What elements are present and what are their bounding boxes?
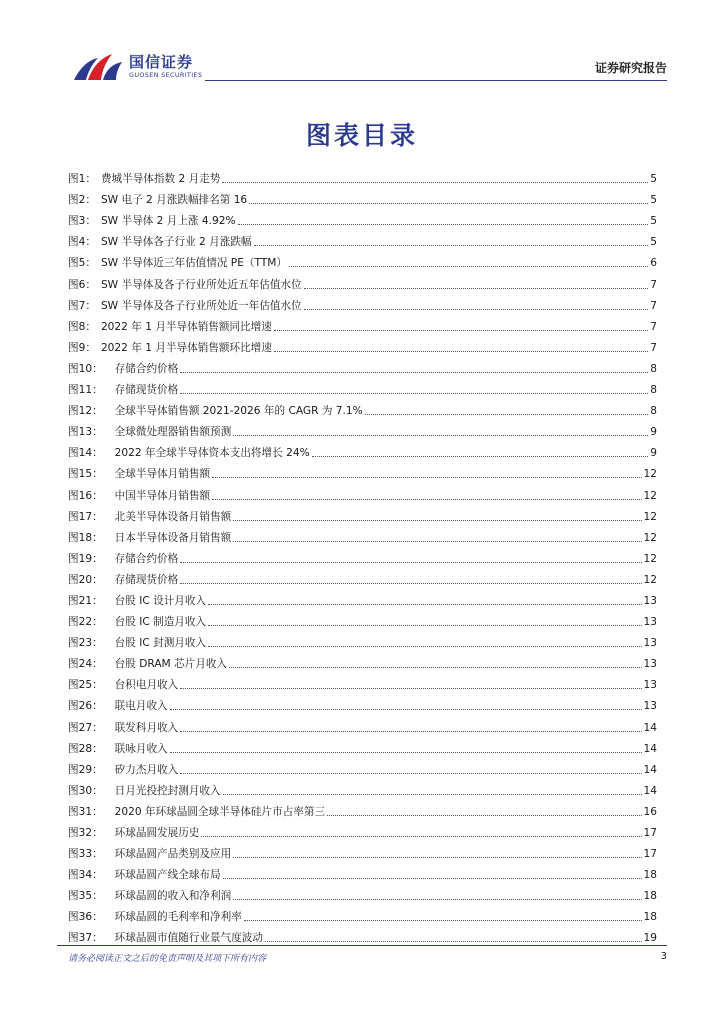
header-divider	[205, 80, 667, 81]
toc-entry-label	[68, 742, 168, 756]
toc-entry[interactable]	[68, 418, 657, 439]
toc-entry-label	[68, 362, 178, 376]
toc-figure-title: 环球晶圆产品类别及应用	[114, 848, 232, 861]
toc-entry-label	[68, 278, 302, 292]
toc-dot-leader	[180, 583, 641, 584]
toc-figure-title: 中国半导体月销售额	[114, 489, 211, 502]
toc-figure-title: 日月光投控封测月收入	[114, 784, 221, 797]
toc-figure-number: 图33：	[68, 848, 103, 861]
toc-dot-leader	[327, 815, 641, 816]
toc-page-number: 13	[643, 658, 657, 671]
toc-page-number: 13	[643, 679, 657, 692]
report-type-label: 证券研究报告	[594, 61, 667, 75]
toc-dot-leader	[233, 857, 641, 858]
toc-entry[interactable]	[68, 735, 657, 756]
toc-page-number: 8	[650, 362, 657, 375]
toc-figure-title: SW 半导体各子行业 2 月涨跌幅	[100, 236, 252, 249]
toc-figure-title: 联发科月收入	[114, 721, 179, 734]
toc-dot-leader	[274, 351, 648, 352]
toc-entry-label	[68, 446, 310, 460]
toc-figure-number: 图21：	[68, 594, 103, 607]
toc-dot-leader	[223, 878, 642, 879]
toc-dot-leader	[222, 182, 648, 183]
toc-entry[interactable]	[68, 249, 657, 270]
toc-page-number: 9	[650, 447, 657, 460]
toc-page-number: 12	[643, 552, 657, 565]
toc-dot-leader	[244, 920, 642, 921]
toc-entry-label	[68, 721, 178, 735]
toc-page-number: 5	[650, 236, 657, 249]
toc-page-number: 8	[650, 405, 657, 418]
toc-dot-leader	[249, 203, 648, 204]
toc-entry-label	[68, 510, 231, 524]
toc-dot-leader	[312, 456, 649, 457]
toc-figure-title: 台股 IC 设计月收入	[114, 594, 207, 607]
toc-entry-label	[68, 826, 199, 840]
toc-figure-number: 图8：	[68, 320, 96, 333]
toc-entry[interactable]	[68, 756, 657, 777]
toc-entry-label	[68, 847, 231, 861]
toc-entry[interactable]	[68, 334, 657, 355]
toc-dot-leader	[208, 625, 641, 626]
toc-figure-number: 图12：	[68, 405, 103, 418]
toc-entry[interactable]	[68, 777, 657, 798]
toc-figure-number: 图22：	[68, 616, 103, 629]
toc-entry-label	[68, 531, 231, 545]
toc-figure-title: 联咏月收入	[114, 742, 168, 755]
toc-dot-leader	[180, 773, 641, 774]
toc-page-number: 14	[643, 721, 657, 734]
toc-figure-number: 图1：	[68, 173, 96, 186]
toc-figure-number: 图24：	[68, 658, 103, 671]
toc-entry[interactable]	[68, 292, 657, 313]
toc-figure-title: SW 半导体及各子行业所处近一年估值水位	[100, 299, 302, 312]
toc-figure-number: 图36：	[68, 911, 103, 924]
toc-page-number: 17	[643, 827, 657, 839]
toc-entry[interactable]	[68, 608, 657, 629]
toc-dot-leader	[170, 752, 642, 753]
toc-entry[interactable]	[68, 270, 657, 291]
toc-figure-title: 台股 IC 封测月收入	[114, 637, 207, 650]
toc-dot-leader	[233, 435, 648, 436]
toc-figure-number: 图10：	[68, 362, 103, 375]
toc-entry-label	[68, 910, 242, 924]
toc-entry-label	[68, 489, 210, 503]
toc-page-number: 9	[650, 426, 657, 439]
toc-figure-number: 图35：	[68, 890, 103, 903]
toc-figure-number: 图5：	[68, 257, 96, 270]
toc-figure-number: 图14：	[68, 447, 103, 460]
toc-figure-title: 2022 年 1 月半导体销售额同比增速	[100, 320, 272, 333]
toc-page-number: 12	[643, 573, 657, 586]
toc-figure-title: 存储合约价格	[114, 362, 179, 375]
toc-figure-title: 全球半导体销售额 2021-2026 年的 CAGR 为 7.1%	[114, 405, 363, 418]
toc-dot-leader	[265, 941, 642, 942]
toc-page-number: 16	[643, 805, 657, 818]
toc-figure-title: SW 电子 2 月涨跌幅排名第 16	[100, 194, 248, 207]
toc-page-number: 7	[650, 341, 657, 354]
toc-entry-label	[68, 256, 287, 270]
toc-figure-number: 图37：	[68, 932, 103, 945]
toc-dot-leader	[365, 414, 649, 415]
toc-figure-number: 图32：	[68, 827, 103, 839]
toc-figure-title: 费城半导体指数 2 月走势	[100, 173, 221, 186]
toc-figure-number: 图11：	[68, 384, 103, 397]
toc-page-number: 5	[650, 215, 657, 228]
toc-entry-label	[68, 214, 236, 228]
toc-entry-label	[68, 552, 178, 566]
toc-entry-label	[68, 172, 220, 186]
toc-figure-number: 图13：	[68, 426, 103, 439]
toc-dot-leader	[289, 266, 648, 267]
toc-figure-number: 图29：	[68, 763, 103, 776]
toc-figure-number: 图18：	[68, 531, 103, 544]
toc-page-number: 12	[643, 468, 657, 481]
toc-entry[interactable]	[68, 481, 657, 502]
toc-page-number: 5	[650, 194, 657, 207]
toc-figure-number: 图28：	[68, 742, 103, 755]
toc-figure-number: 图15：	[68, 468, 103, 481]
toc-dot-leader	[229, 667, 641, 668]
page-header	[0, 0, 724, 90]
toc-page-number: 18	[643, 911, 657, 924]
toc-figure-title: 台股 IC 制造月收入	[114, 616, 207, 629]
toc-figure-number: 图2：	[68, 194, 96, 207]
toc-entry-label	[68, 678, 178, 692]
toc-entry-label	[68, 320, 272, 334]
toc-entry-label	[68, 299, 302, 313]
toc-figure-number: 图19：	[68, 552, 103, 565]
toc-figure-title: 全球微处理器销售额预测	[114, 426, 232, 439]
toc-figure-title: 存储现货价格	[114, 384, 179, 397]
toc-figure-title: 环球晶圆的毛利率和净利率	[114, 911, 242, 924]
toc-entry[interactable]	[68, 882, 657, 903]
toc-entry[interactable]	[68, 713, 657, 734]
toc-entry[interactable]	[68, 671, 657, 692]
toc-dot-leader	[212, 499, 642, 500]
toc-figure-number: 图16：	[68, 489, 103, 502]
toc-entry[interactable]	[68, 439, 657, 460]
toc-page-number: 14	[643, 784, 657, 797]
toc-entry[interactable]	[68, 629, 657, 650]
toc-entry[interactable]	[68, 819, 657, 840]
footer-disclaimer: 请务必阅读正文之后的免责声明及其项下所有内容	[68, 954, 267, 964]
toc-figure-title: 环球晶圆发展历史	[114, 827, 200, 839]
toc-figure-number: 图30：	[68, 784, 103, 797]
toc-entry[interactable]	[68, 228, 657, 249]
toc-page-number: 13	[643, 700, 657, 713]
toc-figure-number: 图26：	[68, 700, 103, 713]
toc-dot-leader	[233, 520, 641, 521]
toc-page-number: 19	[643, 932, 657, 945]
toc-figure-number: 图9：	[68, 341, 96, 354]
toc-figure-title: 台积电月收入	[114, 679, 179, 692]
toc-figure-title: 联电月收入	[114, 700, 168, 713]
toc-dot-leader	[238, 224, 649, 225]
toc-entry-label	[68, 699, 168, 713]
toc-dot-leader	[223, 794, 642, 795]
toc-dot-leader	[233, 899, 641, 900]
toc-figure-number: 图3：	[68, 215, 96, 228]
toc-entry-label	[68, 573, 178, 587]
table-of-figures	[68, 165, 657, 945]
toc-figure-number: 图27：	[68, 721, 103, 734]
toc-figure-title: 存储现货价格	[114, 573, 179, 586]
toc-page-number: 12	[643, 489, 657, 502]
toc-page-number: 7	[650, 299, 657, 312]
toc-entry[interactable]	[68, 692, 657, 713]
toc-entry-label	[68, 931, 263, 945]
toc-page-number: 8	[650, 384, 657, 397]
toc-dot-leader	[180, 372, 648, 373]
brand-name-cn: 国信证券	[129, 53, 194, 71]
toc-dot-leader	[212, 477, 642, 478]
toc-page-number: 18	[643, 869, 657, 882]
toc-figure-title: SW 半导体近三年估值情况 PE（TTM）	[100, 257, 287, 270]
toc-entry-label	[68, 636, 206, 650]
toc-entry[interactable]	[68, 650, 657, 671]
toc-figure-title: 2022 年全球半导体资本支出将增长 24%	[114, 447, 310, 460]
footer-divider	[57, 945, 667, 946]
toc-figure-number: 图31：	[68, 805, 103, 818]
toc-entry-label	[68, 805, 325, 819]
toc-figure-number: 图20：	[68, 573, 103, 586]
toc-figure-title: 环球晶圆的收入和净利润	[114, 890, 232, 903]
toc-figure-title: 全球半导体月销售额	[114, 468, 211, 481]
toc-dot-leader	[274, 330, 648, 331]
toc-figure-title: 存储合约价格	[114, 552, 179, 565]
toc-entry[interactable]	[68, 376, 657, 397]
toc-dot-leader	[233, 541, 641, 542]
toc-dot-leader	[254, 245, 649, 246]
toc-page-number: 13	[643, 616, 657, 629]
toc-page-number: 17	[643, 848, 657, 861]
toc-dot-leader	[170, 709, 642, 710]
toc-page-number: 5	[650, 173, 657, 186]
toc-figure-title: 2022 年 1 月半导体销售额环比增速	[100, 341, 272, 354]
toc-page-number: 12	[643, 510, 657, 523]
toc-entry[interactable]	[68, 460, 657, 481]
toc-entry-label	[68, 341, 272, 355]
toc-figure-title: 环球晶圆市值随行业景气度波动	[114, 932, 263, 945]
toc-entry[interactable]	[68, 503, 657, 524]
toc-figure-number: 图6：	[68, 278, 96, 291]
toc-entry-label	[68, 425, 231, 439]
toc-page-number: 6	[650, 257, 657, 270]
toc-entry[interactable]	[68, 355, 657, 376]
toc-dot-leader	[201, 836, 641, 837]
toc-entry-label	[68, 404, 363, 418]
toc-entry[interactable]	[68, 566, 657, 587]
toc-figure-title: SW 半导体 2 月上涨 4.92%	[100, 215, 236, 228]
toc-figure-title: 环球晶圆产线全球布局	[114, 869, 221, 882]
toc-dot-leader	[208, 604, 641, 605]
toc-entry[interactable]	[68, 165, 657, 186]
toc-entry[interactable]	[68, 186, 657, 207]
toc-dot-leader	[180, 393, 648, 394]
toc-figure-number: 图7：	[68, 299, 96, 312]
toc-entry-label	[68, 467, 210, 481]
guosen-logo-icon	[72, 50, 124, 82]
brand-name-en: GUOSEN SECURITIES	[129, 71, 203, 79]
toc-entry-label	[68, 594, 206, 608]
toc-page-number: 12	[643, 531, 657, 544]
page-title: 图表目录	[305, 121, 418, 150]
toc-page-number: 18	[643, 890, 657, 903]
toc-figure-title: 北美半导体设备月销售额	[114, 510, 232, 523]
page-number: 3	[660, 951, 667, 962]
toc-dot-leader	[304, 309, 649, 310]
toc-page-number: 7	[650, 320, 657, 333]
toc-dot-leader	[180, 562, 641, 563]
toc-entry[interactable]	[68, 545, 657, 566]
toc-dot-leader	[208, 646, 641, 647]
toc-entry[interactable]	[68, 840, 657, 861]
toc-entry-label	[68, 868, 221, 882]
toc-entry[interactable]	[68, 524, 657, 545]
toc-figure-number: 图34：	[68, 869, 103, 882]
toc-entry[interactable]	[68, 397, 657, 418]
toc-entry-label	[68, 235, 252, 249]
toc-entry[interactable]	[68, 207, 657, 228]
toc-page-number: 14	[643, 742, 657, 755]
toc-entry[interactable]	[68, 313, 657, 334]
toc-page-number: 7	[650, 278, 657, 291]
toc-dot-leader	[180, 688, 641, 689]
toc-page-number: 13	[643, 594, 657, 607]
toc-dot-leader	[180, 731, 641, 732]
toc-figure-number: 图4：	[68, 236, 96, 249]
toc-figure-title: 台股 DRAM 芯片月收入	[114, 658, 228, 671]
toc-entry-label	[68, 784, 221, 798]
toc-figure-title: 2020 年环球晶圆全球半导体硅片市占率第三	[114, 805, 326, 818]
toc-entry[interactable]	[68, 924, 657, 945]
toc-page-number: 13	[643, 637, 657, 650]
toc-figure-number: 图23：	[68, 637, 103, 650]
toc-entry-label	[68, 193, 247, 207]
toc-figure-title: SW 半导体及各子行业所处近五年估值水位	[100, 278, 302, 291]
toc-figure-number: 图25：	[68, 679, 103, 692]
toc-entry[interactable]	[68, 903, 657, 924]
toc-figure-title: 日本半导体设备月销售额	[114, 531, 232, 544]
toc-entry-label	[68, 615, 206, 629]
toc-figure-number: 图17：	[68, 510, 103, 523]
toc-entry-label	[68, 657, 227, 671]
toc-entry[interactable]	[68, 587, 657, 608]
toc-page-number: 14	[643, 763, 657, 776]
toc-entry-label	[68, 763, 178, 777]
toc-entry[interactable]	[68, 861, 657, 882]
toc-entry[interactable]	[68, 798, 657, 819]
toc-entry-label	[68, 889, 231, 903]
toc-dot-leader	[304, 288, 649, 289]
toc-figure-title: 矽力杰月收入	[114, 763, 179, 776]
toc-entry-label	[68, 383, 178, 397]
